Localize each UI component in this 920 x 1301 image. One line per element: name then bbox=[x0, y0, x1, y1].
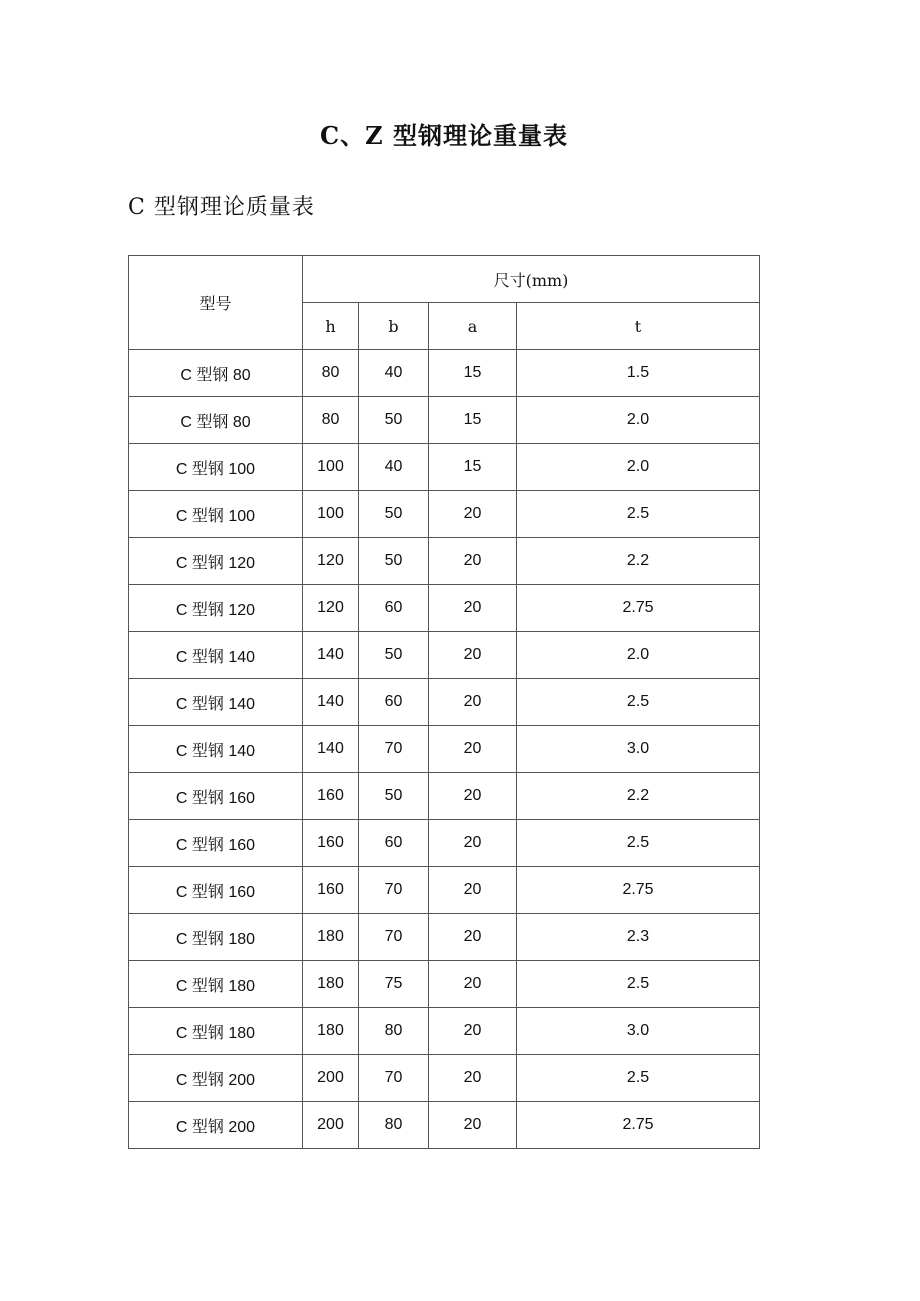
cell-model: C 型钢 140 bbox=[129, 726, 303, 773]
cell-h: 140 bbox=[303, 679, 359, 726]
cell-h: 160 bbox=[303, 820, 359, 867]
cell-t: 2.0 bbox=[517, 397, 760, 444]
cell-model: C 型钢 180 bbox=[129, 961, 303, 1008]
table-row bbox=[129, 491, 760, 538]
cell-h: 160 bbox=[303, 773, 359, 820]
cell-a: 20 bbox=[429, 1008, 517, 1055]
cell-a: 15 bbox=[429, 444, 517, 491]
cell-a: 20 bbox=[429, 1102, 517, 1149]
cell-t: 2.3 bbox=[517, 914, 760, 961]
cell-model: C 型钢 160 bbox=[129, 867, 303, 914]
table-row bbox=[129, 726, 760, 773]
cell-model: C 型钢 80 bbox=[129, 397, 303, 444]
header-t: t bbox=[517, 303, 760, 350]
header-size: 尺寸(mm) bbox=[303, 256, 760, 303]
cell-model: C 型钢 100 bbox=[129, 491, 303, 538]
cell-model: C 型钢 200 bbox=[129, 1055, 303, 1102]
table-row bbox=[129, 820, 760, 867]
cell-model: C 型钢 120 bbox=[129, 538, 303, 585]
cell-model: C 型钢 100 bbox=[129, 444, 303, 491]
cell-h: 120 bbox=[303, 538, 359, 585]
cell-model: C 型钢 80 bbox=[129, 350, 303, 397]
cell-h: 200 bbox=[303, 1102, 359, 1149]
cell-t: 3.0 bbox=[517, 726, 760, 773]
cell-h: 200 bbox=[303, 1055, 359, 1102]
cell-a: 20 bbox=[429, 867, 517, 914]
cell-t: 2.5 bbox=[517, 1055, 760, 1102]
cell-h: 100 bbox=[303, 444, 359, 491]
cell-t: 2.75 bbox=[517, 867, 760, 914]
table-row bbox=[129, 1008, 760, 1055]
cell-model: C 型钢 120 bbox=[129, 585, 303, 632]
cell-t: 2.75 bbox=[517, 585, 760, 632]
cell-a: 20 bbox=[429, 961, 517, 1008]
table-row bbox=[129, 961, 760, 1008]
cell-h: 160 bbox=[303, 867, 359, 914]
cell-t: 2.0 bbox=[517, 444, 760, 491]
cell-h: 180 bbox=[303, 961, 359, 1008]
cell-h: 180 bbox=[303, 1008, 359, 1055]
cell-a: 15 bbox=[429, 350, 517, 397]
cell-h: 140 bbox=[303, 726, 359, 773]
cell-model: C 型钢 140 bbox=[129, 632, 303, 679]
cell-a: 20 bbox=[429, 773, 517, 820]
table-body bbox=[129, 350, 760, 1149]
table-row bbox=[129, 914, 760, 961]
cell-model: C 型钢 200 bbox=[129, 1102, 303, 1149]
cell-b: 50 bbox=[359, 538, 429, 585]
cell-model: C 型钢 180 bbox=[129, 1008, 303, 1055]
header-a: a bbox=[429, 303, 517, 350]
cell-b: 50 bbox=[359, 491, 429, 538]
cell-h: 100 bbox=[303, 491, 359, 538]
cell-a: 20 bbox=[429, 632, 517, 679]
cell-b: 60 bbox=[359, 820, 429, 867]
cell-model: C 型钢 160 bbox=[129, 820, 303, 867]
cell-model: C 型钢 140 bbox=[129, 679, 303, 726]
cell-b: 70 bbox=[359, 1055, 429, 1102]
table-row bbox=[129, 1102, 760, 1149]
cell-a: 20 bbox=[429, 538, 517, 585]
cell-model: C 型钢 180 bbox=[129, 914, 303, 961]
cell-t: 2.5 bbox=[517, 679, 760, 726]
cell-a: 20 bbox=[429, 679, 517, 726]
cell-t: 2.5 bbox=[517, 820, 760, 867]
cell-b: 50 bbox=[359, 632, 429, 679]
cell-t: 2.5 bbox=[517, 961, 760, 1008]
cell-b: 75 bbox=[359, 961, 429, 1008]
table-header-row bbox=[129, 256, 760, 303]
cell-h: 80 bbox=[303, 397, 359, 444]
cell-b: 80 bbox=[359, 1102, 429, 1149]
cell-t: 2.2 bbox=[517, 773, 760, 820]
document-title: C、Z 型钢理论重量表 bbox=[320, 121, 568, 150]
cell-t: 2.0 bbox=[517, 632, 760, 679]
table-row bbox=[129, 773, 760, 820]
section-title: C 型钢理论质量表 bbox=[128, 195, 315, 220]
cell-a: 20 bbox=[429, 585, 517, 632]
cell-a: 20 bbox=[429, 491, 517, 538]
header-h: h bbox=[303, 303, 359, 350]
table-row bbox=[129, 444, 760, 491]
c-steel-spec-table bbox=[128, 255, 760, 1149]
cell-b: 50 bbox=[359, 773, 429, 820]
cell-h: 80 bbox=[303, 350, 359, 397]
cell-b: 80 bbox=[359, 1008, 429, 1055]
cell-a: 20 bbox=[429, 1055, 517, 1102]
cell-b: 70 bbox=[359, 726, 429, 773]
header-b: b bbox=[359, 303, 429, 350]
cell-b: 40 bbox=[359, 350, 429, 397]
cell-t: 1.5 bbox=[517, 350, 760, 397]
cell-a: 15 bbox=[429, 397, 517, 444]
cell-model: C 型钢 160 bbox=[129, 773, 303, 820]
table-row bbox=[129, 679, 760, 726]
header-model: 型号 bbox=[129, 256, 303, 350]
cell-b: 70 bbox=[359, 867, 429, 914]
cell-a: 20 bbox=[429, 820, 517, 867]
cell-b: 60 bbox=[359, 585, 429, 632]
table-row bbox=[129, 397, 760, 444]
table-row bbox=[129, 538, 760, 585]
cell-t: 3.0 bbox=[517, 1008, 760, 1055]
cell-a: 20 bbox=[429, 726, 517, 773]
table-row bbox=[129, 1055, 760, 1102]
cell-t: 2.5 bbox=[517, 491, 760, 538]
table-row bbox=[129, 632, 760, 679]
table-row bbox=[129, 585, 760, 632]
cell-b: 60 bbox=[359, 679, 429, 726]
cell-b: 70 bbox=[359, 914, 429, 961]
cell-h: 140 bbox=[303, 632, 359, 679]
cell-b: 40 bbox=[359, 444, 429, 491]
cell-h: 180 bbox=[303, 914, 359, 961]
cell-b: 50 bbox=[359, 397, 429, 444]
cell-t: 2.2 bbox=[517, 538, 760, 585]
cell-a: 20 bbox=[429, 914, 517, 961]
table-row bbox=[129, 350, 760, 397]
cell-t: 2.75 bbox=[517, 1102, 760, 1149]
cell-h: 120 bbox=[303, 585, 359, 632]
table-row bbox=[129, 867, 760, 914]
